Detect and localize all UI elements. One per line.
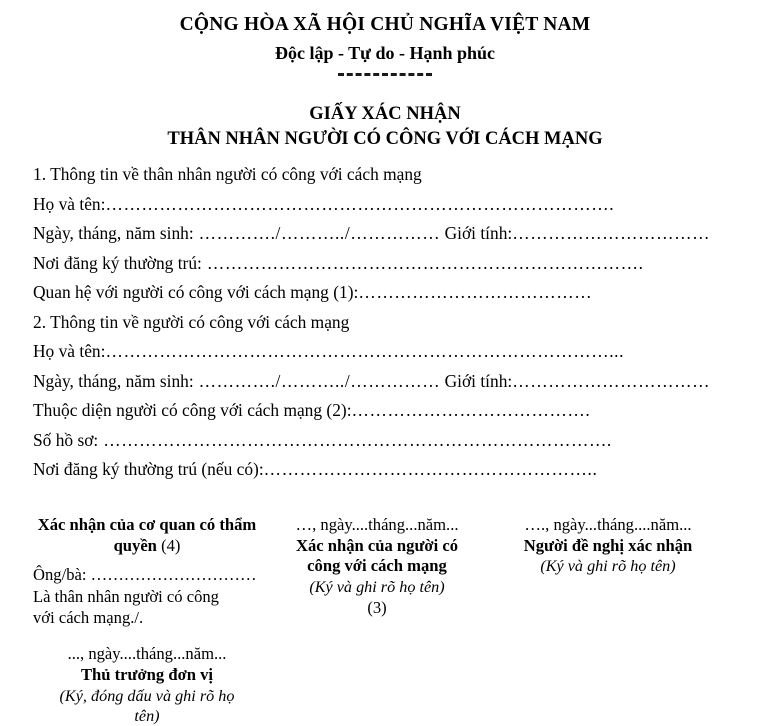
field-s2-dossier-number bbox=[33, 432, 758, 462]
field-s1-fullname bbox=[33, 196, 758, 226]
section-1-heading: 1. Thông tin về thân nhân người có công với cách mạng bbox=[33, 164, 422, 185]
field-s1-residence-dots[interactable]: ………………………………………………………………. bbox=[201, 254, 644, 273]
field-s1-relationship bbox=[33, 284, 758, 314]
signature-column-beneficiary bbox=[266, 515, 488, 619]
field-s2-gender-dots[interactable]: …………………………… bbox=[512, 372, 711, 391]
authority-signer-note: (Ký, đóng dấu và ghi rõ họ bbox=[59, 686, 235, 705]
authority-body bbox=[33, 564, 261, 628]
field-s1-fullname-dots[interactable]: …………………………………………………………………………. bbox=[105, 195, 615, 214]
header-divider bbox=[338, 73, 432, 76]
field-s1-gender-label: Giới tính: bbox=[440, 225, 513, 244]
authority-signer-note-2: tên) bbox=[134, 706, 160, 725]
authority-desc-line-2: với cách mạng./. bbox=[33, 607, 144, 627]
country-name: CỘNG HÒA XÃ HỘI CHỦ NGHĨA VIỆT NAM bbox=[179, 14, 591, 35]
document-title bbox=[0, 102, 770, 152]
field-s1-gender-dots[interactable]: …………………………… bbox=[512, 225, 711, 244]
field-s1-dob bbox=[33, 225, 758, 255]
field-s2-category-label: Thuộc diện người có công với cách mạng (2): bbox=[33, 402, 352, 421]
field-s2-residence-label: Nơi đăng ký thường trú (nếu có): bbox=[33, 461, 264, 480]
field-s2-fullname-label: Họ và tên: bbox=[33, 343, 106, 362]
form-body bbox=[0, 166, 770, 491]
field-s2-category bbox=[33, 402, 758, 432]
beneficiary-title-line-2: công với cách mạng bbox=[307, 556, 447, 576]
beneficiary-title-line-1: Xác nhận của người có bbox=[295, 535, 459, 555]
authority-signer-title: Thủ trưởng đơn vị bbox=[80, 664, 214, 684]
field-s1-fullname-label: Họ và tên: bbox=[33, 195, 106, 214]
field-s1-relationship-dots[interactable]: ………………………………… bbox=[358, 284, 593, 303]
applicant-title: Người đề nghị xác nhận bbox=[523, 535, 693, 555]
beneficiary-date-line[interactable]: …, ngày....tháng...năm... bbox=[295, 515, 459, 534]
field-s1-dob-dots[interactable]: …………./………../…………… bbox=[193, 225, 441, 244]
national-header bbox=[0, 0, 770, 76]
field-s1-residence-label: Nơi đăng ký thường trú: bbox=[33, 254, 202, 273]
authority-date-line[interactable]: ..., ngày....tháng...năm... bbox=[67, 644, 227, 664]
applicant-date-line[interactable]: …., ngày...tháng....năm... bbox=[524, 515, 692, 534]
field-s2-dob bbox=[33, 373, 758, 403]
national-motto: Độc lập - Tự do - Hạnh phúc bbox=[274, 43, 496, 64]
authority-person-line[interactable]: Ông/bà: ………………………… bbox=[33, 565, 257, 585]
applicant-sign-note: (Ký và ghi rõ họ tên) bbox=[540, 557, 676, 576]
field-s2-fullname-dots[interactable]: …………………………………………………………………………... bbox=[105, 343, 625, 362]
field-s2-fullname bbox=[33, 343, 758, 373]
field-s2-dossier-label: Số hồ sơ: bbox=[33, 431, 99, 450]
beneficiary-ref: (3) bbox=[367, 598, 387, 618]
title-line-2: THÂN NHÂN NGƯỜI CÓ CÔNG VỚI CÁCH MẠNG bbox=[167, 129, 603, 150]
field-s2-residence bbox=[33, 461, 758, 491]
field-s2-category-dots[interactable]: …………………………………. bbox=[351, 402, 591, 421]
signature-column-authority bbox=[33, 515, 261, 726]
authority-desc-line-1: Là thân nhân người có công bbox=[33, 586, 219, 606]
field-s2-dossier-dots[interactable]: …………………………………………………………………………. bbox=[98, 431, 612, 450]
field-s1-dob-label: Ngày, tháng, năm sinh: bbox=[33, 225, 194, 244]
signature-area bbox=[0, 515, 770, 725]
authority-title-text: Xác nhận của cơ quan có thẩm quyền bbox=[37, 515, 257, 555]
signature-column-applicant bbox=[480, 515, 736, 577]
authority-sign-block bbox=[33, 644, 261, 726]
field-s2-gender-label: Giới tính: bbox=[440, 372, 513, 391]
title-line-1: GIẤY XÁC NHẬN bbox=[309, 104, 461, 125]
authority-title-ref: (4) bbox=[156, 535, 181, 555]
field-s2-residence-dots[interactable]: ……………………………………………….. bbox=[263, 461, 598, 480]
section-2-heading: 2. Thông tin về người có công với cách mạng bbox=[33, 311, 350, 332]
field-s2-dob-dots[interactable]: …………./………../…………… bbox=[193, 372, 441, 391]
field-s1-residence bbox=[33, 255, 758, 285]
field-s2-dob-label: Ngày, tháng, năm sinh: bbox=[33, 372, 194, 391]
authority-title bbox=[33, 515, 261, 556]
field-s1-relationship-label: Quan hệ với người có công với cách mạng (1): bbox=[33, 284, 359, 303]
beneficiary-sign-note: (Ký và ghi rõ họ tên) bbox=[309, 578, 445, 597]
